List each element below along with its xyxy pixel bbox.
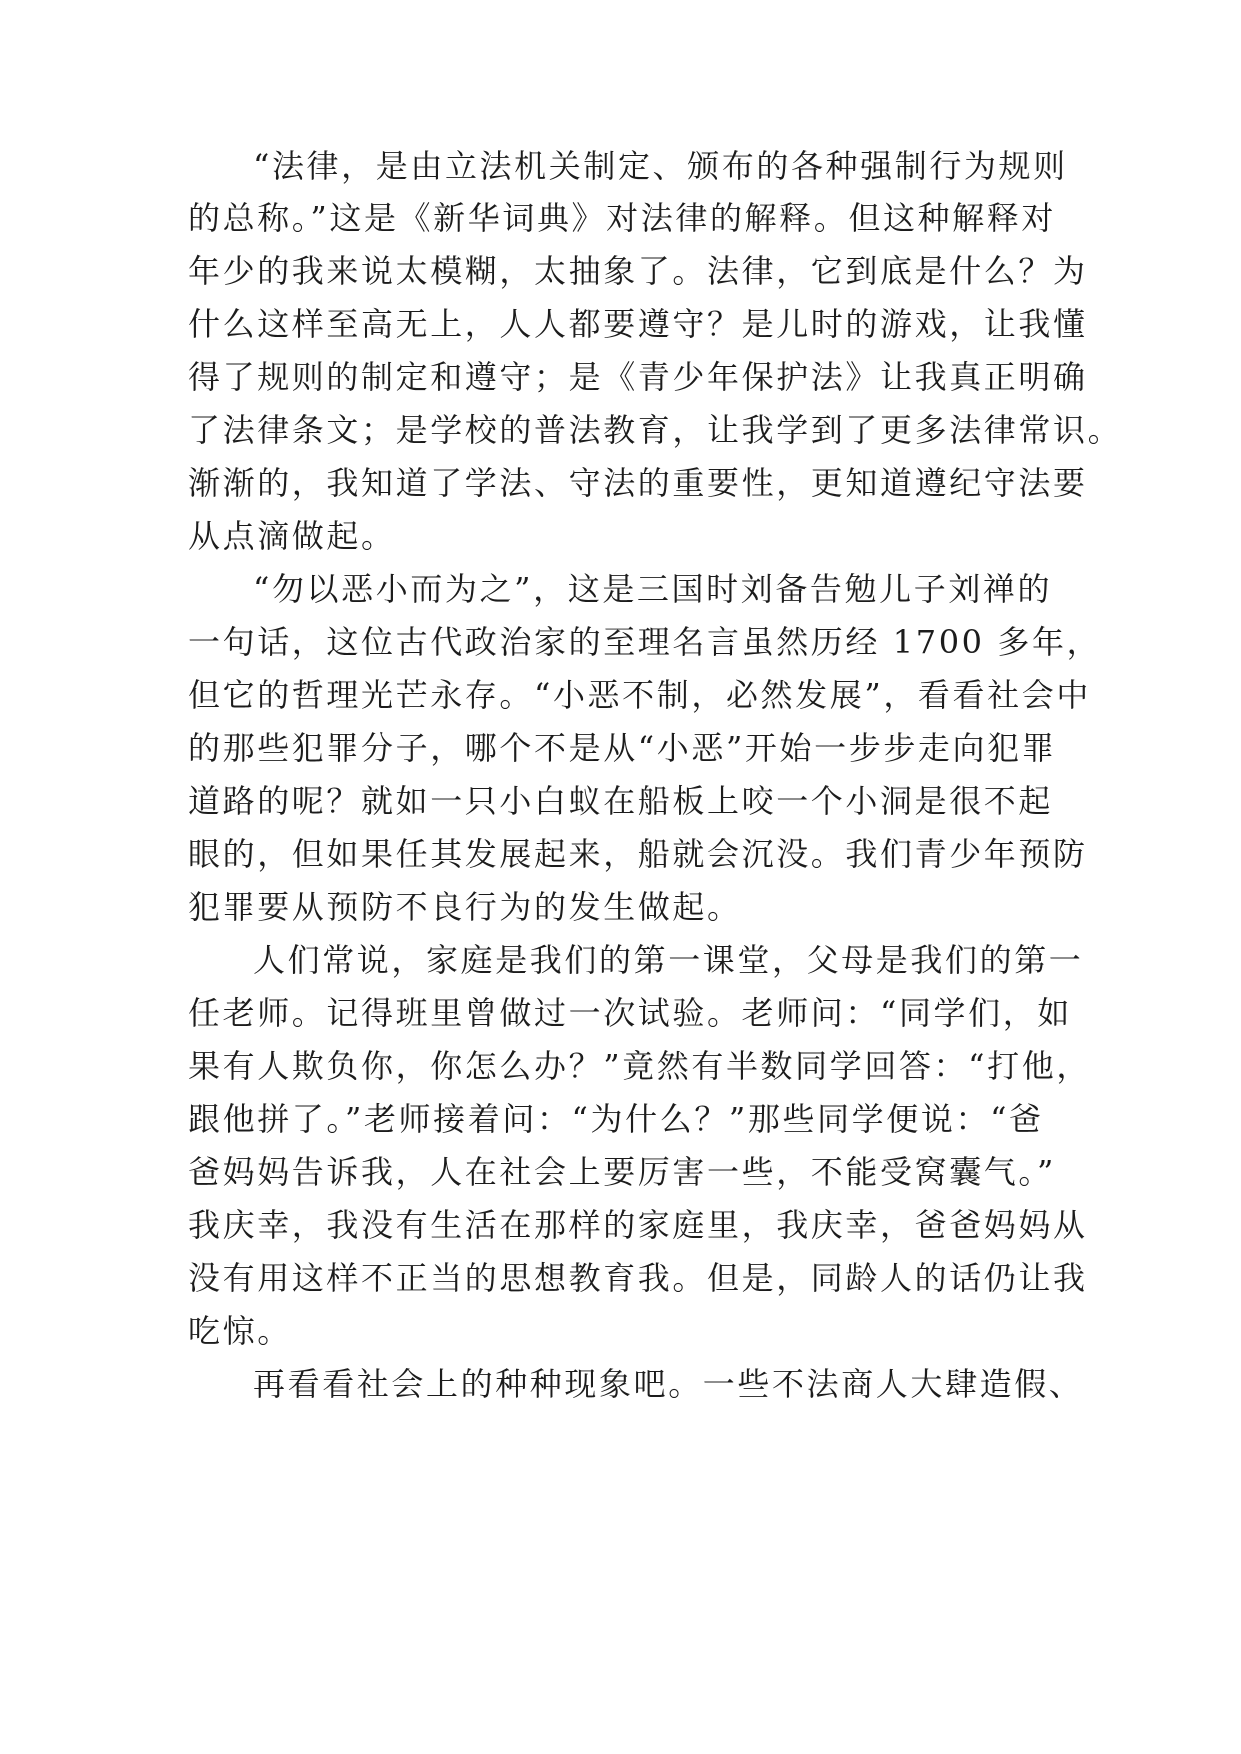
text-line: 没有用这样不正当的思想教育我。但是，同龄人的话仍让我	[188, 1259, 1088, 1297]
text-line: 爸妈妈告诉我，人在社会上要厉害一些，不能受窝囊气。”	[188, 1153, 1056, 1191]
text-line: 任老师。记得班里曾做过一次试验。老师问：“同学们，如	[188, 994, 1072, 1032]
text-line: 果有人欺负你，你怎么办？”竟然有半数同学回答：“打他，	[188, 1047, 1091, 1085]
text-line: 从点滴做起。	[188, 517, 396, 555]
text-line: 的那些犯罪分子，哪个不是从“小恶”开始一步步走向犯罪	[188, 729, 1057, 767]
text-line: 了法律条文；是学校的普法教育，让我学到了更多法律常识。	[188, 411, 1123, 449]
text-line: 犯罪要从预防不良行为的发生做起。	[188, 888, 742, 926]
text-line: “法律，是由立法机关制定、颁布的各种强制行为规则	[253, 147, 1068, 185]
text-line: 吃惊。	[188, 1312, 292, 1350]
text-line: 年少的我来说太模糊，太抽象了。法律，它到底是什么？为	[188, 252, 1088, 290]
text-line: 但它的哲理光芒永存。“小恶不制，必然发展”，看看社会中	[188, 676, 1091, 714]
text-line: 我庆幸，我没有生活在那样的家庭里，我庆幸，爸爸妈妈从	[188, 1206, 1088, 1244]
text-line: 得了规则的制定和遵守；是《青少年保护法》让我真正明确	[188, 358, 1088, 396]
text-line: 什么这样至高无上，人人都要遵守？是儿时的游戏，让我懂	[188, 305, 1088, 343]
text-line: 人们常说，家庭是我们的第一课堂，父母是我们的第一	[253, 941, 1084, 979]
text-line: 眼的，但如果任其发展起来，船就会沉没。我们青少年预防	[188, 835, 1088, 873]
text-line: 一句话，这位古代政治家的至理名言虽然历经 1700 多年，	[188, 623, 1102, 661]
text-line: 的总称。”这是《新华词典》对法律的解释。但这种解释对	[188, 199, 1056, 237]
text-line: 道路的呢？就如一只小白蚁在船板上咬一个小洞是很不起	[188, 782, 1054, 820]
text-line: 跟他拼了。”老师接着问：“为什么？”那些同学便说：“爸	[188, 1100, 1044, 1138]
text-line: 渐渐的，我知道了学法、守法的重要性，更知道遵纪守法要	[188, 464, 1088, 502]
text-line: 再看看社会上的种种现象吧。一些不法商人大肆造假、	[253, 1365, 1084, 1403]
text-line: “勿以恶小而为之”，这是三国时刘备告勉儿子刘禅的	[253, 570, 1053, 608]
